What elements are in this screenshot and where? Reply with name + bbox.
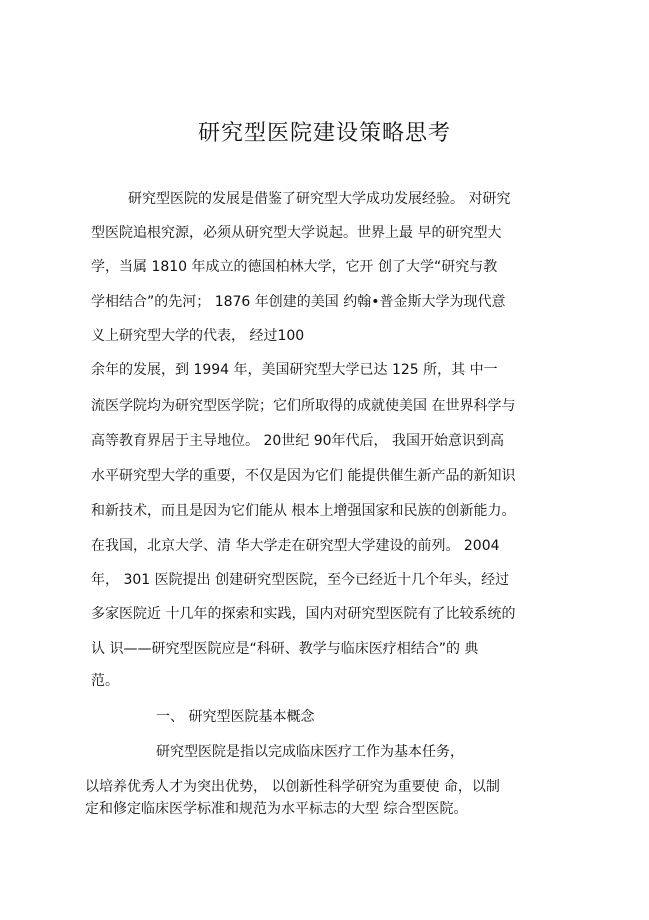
paragraph-line: 高等教育界居于主导地位。 20世纪 90年代后， 我国开始意识到高 [91, 433, 504, 449]
paragraph-line: 余年的发展，到 1994 年，美国研究型大学已达 125 所，其 中一 [91, 362, 498, 378]
paragraph-line: 学相结合”的先河； 1876 年创建的美国 约翰•普金斯大学为现代意 [91, 294, 506, 310]
paragraph-line: 年， 301 医院提出 创建研究型医院，至今已经近十几个年头，经过 [91, 572, 510, 588]
document-title: 研究型医院建设策略思考 [197, 121, 451, 146]
paragraph-line: 研究型医院的发展是借鉴了研究型大学成功发展经验。 对研究 [128, 191, 511, 207]
paragraph-line: 和新技术，而且是因为它们能从 根本上增强国家和民族的创新能力。 [91, 503, 516, 519]
paragraph-line: 定和修定临床医学标准和规范为水平标志的大型 综合型医院。 [85, 801, 468, 817]
paragraph-line: 多家医院近 十几年的探索和实践，国内对研究型医院有了比较系统的 [91, 606, 516, 622]
paragraph-line: 范。 [91, 673, 119, 689]
paragraph-line: 研究型医院是指以完成临床医疗工作为基本任务， [156, 744, 464, 760]
paragraph-line: 在我国，北京大学、清 华大学走在研究型大学建设的前列。 2004 [91, 538, 500, 554]
paragraph-line: 学，当属 1810 年成立的德国柏林大学，它开 创了大学“研究与教 [91, 259, 498, 275]
paragraph-line: 型医院追根究源，必须从研究型大学说起。世界上最 早的研究型大 [91, 225, 502, 241]
paragraph-line: 认 识——研究型医院应是“科研、教学与临床医疗相结合”的 典 [91, 641, 479, 657]
paragraph-line: 水平研究型大学的重要，不仅是因为它们 能提供催生新产品的新知识 [91, 468, 516, 484]
paragraph-line: 义上研究型大学的代表， 经过100 [91, 328, 305, 344]
paragraph-line: 以培养优秀人才为突出优势， 以创新性科学研究为重要使 命，以制 [85, 779, 500, 795]
section-heading: 一、 研究型医院基本概念 [156, 709, 315, 725]
paragraph-line: 流医学院均为研究型医学院；它们所取得的成就使美国 在世界科学与 [91, 398, 516, 414]
